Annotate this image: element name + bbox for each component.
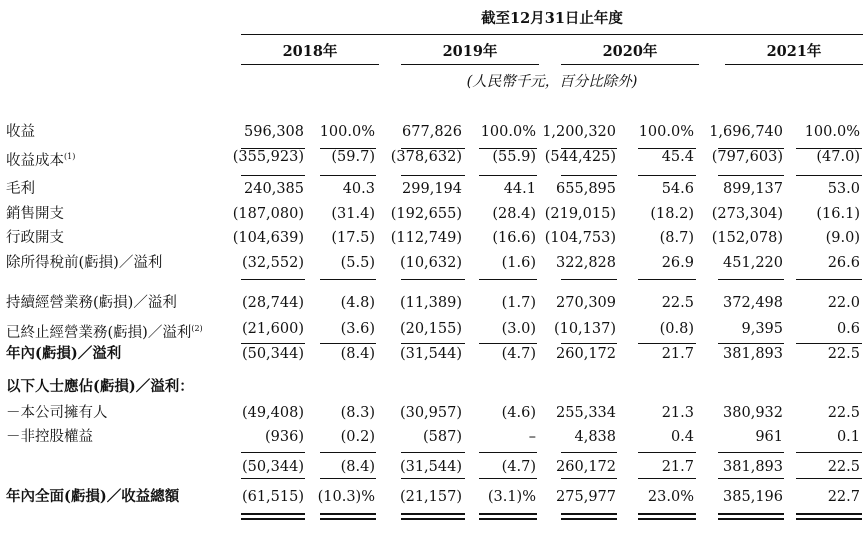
cell-2020-pct: 45.4 xyxy=(661,149,694,165)
rule-above-subtotal xyxy=(561,452,617,453)
cell-2019-pct: (3.1)% xyxy=(487,489,536,505)
cell-2018-amount: (187,080) xyxy=(232,206,304,222)
rule-below-subtotal xyxy=(796,478,862,479)
cell-2018-amount: (21,600) xyxy=(241,321,304,337)
cell-2021-amount: 899,137 xyxy=(723,181,783,197)
rule-below-subtotal xyxy=(638,478,696,479)
cell-2020-pct: (8.7) xyxy=(659,230,694,246)
rule-above-gross-profit xyxy=(320,175,376,176)
rule-above-year-result xyxy=(320,343,376,344)
rule-below-subtotal xyxy=(241,478,305,479)
rule-above-year-result xyxy=(241,343,305,344)
cell-2019-pct: (4.7) xyxy=(501,459,536,475)
cell-2021-pct: 26.6 xyxy=(827,255,860,271)
cell-2019-amount: (378,632) xyxy=(390,149,462,165)
row-label xyxy=(6,294,177,312)
cell-2021-pct: 0.6 xyxy=(836,321,860,337)
cell-2019-pct: (55.9) xyxy=(492,149,536,165)
row-label-text: 銷售開支 xyxy=(6,206,64,222)
rule-above-gross-profit xyxy=(479,175,537,176)
row-label xyxy=(6,404,108,422)
row-label-text: －非控股權益 xyxy=(6,429,93,445)
rule-below-subtotal xyxy=(401,478,465,479)
cell-2020-amount: (104,753) xyxy=(544,230,616,246)
cell-2019-pct: (1.7) xyxy=(501,295,536,311)
double-rule-bottom xyxy=(561,518,617,520)
cell-2021-amount: (797,603) xyxy=(711,149,783,165)
double-rule-top xyxy=(479,513,537,515)
double-rule-top xyxy=(401,513,465,515)
cell-2020-amount: 4,838 xyxy=(574,429,616,445)
double-rule-bottom xyxy=(638,518,696,520)
rule-above-gross-profit xyxy=(796,175,862,176)
row-label-text: 毛利 xyxy=(6,181,35,197)
row-label-text: 行政開支 xyxy=(6,230,64,246)
cell-2021-pct: 22.5 xyxy=(827,405,860,421)
cell-2020-amount: (544,425) xyxy=(544,149,616,165)
cell-2018-pct: 100.0% xyxy=(319,124,375,140)
cell-2021-amount: 380,932 xyxy=(723,405,783,421)
cell-2021-pct: (47.0) xyxy=(816,149,860,165)
footnote-marker: (2) xyxy=(191,324,203,333)
cell-2019-pct: (1.6) xyxy=(501,255,536,271)
cell-2019-pct: 44.1 xyxy=(503,181,536,197)
row-label xyxy=(6,180,35,198)
cell-2021-pct: 100.0% xyxy=(804,124,860,140)
row-label xyxy=(6,428,93,446)
cell-2019-pct: (16.6) xyxy=(492,230,536,246)
cell-2020-pct: 21.7 xyxy=(661,346,694,362)
double-rule-top xyxy=(320,513,376,515)
cell-2020-amount: 1,200,320 xyxy=(542,124,616,140)
rule-below-subtotal xyxy=(320,478,376,479)
rule-above-cost xyxy=(561,148,617,149)
double-rule-top xyxy=(561,513,617,515)
header-rule xyxy=(241,34,863,35)
cell-2018-amount: (50,344) xyxy=(241,459,304,475)
cell-2019-amount: (587) xyxy=(423,429,462,445)
cell-2018-amount: (32,552) xyxy=(241,255,304,271)
cell-2018-pct: (8.3) xyxy=(340,405,375,421)
cell-2018-pct: (17.5) xyxy=(331,230,375,246)
cell-2018-pct: (4.8) xyxy=(340,295,375,311)
cell-2021-amount: 961 xyxy=(755,429,783,445)
rule-above-cost xyxy=(241,148,305,149)
rule-above-subtotal xyxy=(796,452,862,453)
cell-2020-amount: (10,137) xyxy=(553,321,616,337)
cell-2021-pct: 0.1 xyxy=(836,429,860,445)
cell-2018-pct: (31.4) xyxy=(331,206,375,222)
cell-2021-amount: (273,304) xyxy=(711,206,783,222)
rule-above-cost xyxy=(796,148,862,149)
cell-2021-amount: 385,196 xyxy=(723,489,783,505)
row-label-text: 已終止經營業務(虧損)／溢利 xyxy=(6,324,192,341)
cell-2020-pct: 21.7 xyxy=(661,459,694,475)
cell-2019-amount: (11,389) xyxy=(399,295,462,311)
row-label-text: 以下人士應佔(虧損)／溢利： xyxy=(6,378,194,395)
row-label xyxy=(6,320,203,342)
footnote-marker: (1) xyxy=(64,152,76,161)
cell-2018-pct: (5.5) xyxy=(340,255,375,271)
cell-2018-pct: (8.4) xyxy=(340,346,375,362)
double-rule-top xyxy=(638,513,696,515)
cell-2020-amount: 260,172 xyxy=(556,459,616,475)
rule-below-pretax xyxy=(320,279,376,280)
cell-2020-amount: 655,895 xyxy=(556,181,616,197)
row-label xyxy=(6,123,35,141)
rule-above-cost xyxy=(320,148,376,149)
cell-2021-pct: 22.5 xyxy=(827,346,860,362)
cell-2019-amount: (112,749) xyxy=(390,230,462,246)
rule-above-subtotal xyxy=(479,452,537,453)
year-header-2021: 2021年 xyxy=(766,43,822,60)
cell-2018-amount: (104,639) xyxy=(232,230,304,246)
year-rule-2018 xyxy=(241,64,379,65)
cell-2020-pct: 26.9 xyxy=(661,255,694,271)
row-label-text: 除所得稅前(虧損)／溢利 xyxy=(6,255,163,271)
rule-below-subtotal xyxy=(718,478,784,479)
rule-above-cost xyxy=(718,148,784,149)
row-label-text: 持續經營業務(虧損)／溢利 xyxy=(6,295,177,311)
rule-above-year-result xyxy=(479,343,537,344)
cell-2021-amount: 451,220 xyxy=(723,255,783,271)
rule-above-subtotal xyxy=(241,452,305,453)
double-rule-top xyxy=(718,513,784,515)
cell-2019-amount: 677,826 xyxy=(402,124,462,140)
cell-2020-pct: 54.6 xyxy=(661,181,694,197)
rule-above-gross-profit xyxy=(401,175,465,176)
cell-2021-pct: 22.5 xyxy=(827,459,860,475)
cell-2018-pct: (3.6) xyxy=(340,321,375,337)
rule-above-cost xyxy=(479,148,537,149)
rule-above-subtotal xyxy=(638,452,696,453)
cell-2020-amount: 255,334 xyxy=(556,405,616,421)
cell-2020-pct: (0.8) xyxy=(659,321,694,337)
cell-2018-amount: 240,385 xyxy=(244,181,304,197)
row-label xyxy=(6,254,162,272)
cell-2021-pct: (9.0) xyxy=(825,230,860,246)
cell-2019-pct: (28.4) xyxy=(492,206,536,222)
cell-2018-pct: 40.3 xyxy=(342,181,375,197)
double-rule-bottom xyxy=(401,518,465,520)
cell-2018-amount: (936) xyxy=(265,429,304,445)
double-rule-bottom xyxy=(479,518,537,520)
rule-above-subtotal xyxy=(401,452,465,453)
rule-below-pretax xyxy=(241,279,305,280)
cell-2020-amount: 260,172 xyxy=(556,346,616,362)
year-header-2020: 2020年 xyxy=(602,43,658,60)
rule-below-pretax xyxy=(638,279,696,280)
row-label xyxy=(6,229,64,247)
cell-2018-pct: (0.2) xyxy=(340,429,375,445)
cell-2020-amount: (219,015) xyxy=(544,206,616,222)
cell-2019-pct: (4.7) xyxy=(501,346,536,362)
cell-2018-amount: (355,923) xyxy=(232,149,304,165)
cell-2021-pct: 22.0 xyxy=(827,295,860,311)
cell-2018-pct: (8.4) xyxy=(340,459,375,475)
rule-above-subtotal xyxy=(320,452,376,453)
cell-2020-pct: 21.3 xyxy=(661,405,694,421)
cell-2020-pct: 22.5 xyxy=(661,295,694,311)
rule-above-year-result xyxy=(401,343,465,344)
cell-2018-pct: (59.7) xyxy=(331,149,375,165)
rule-above-year-result xyxy=(638,343,696,344)
cell-2021-pct: 22.7 xyxy=(827,489,860,505)
cell-2019-amount: 299,194 xyxy=(402,181,462,197)
double-rule-top xyxy=(796,513,862,515)
row-label xyxy=(6,345,121,363)
cell-2019-amount: (30,957) xyxy=(399,405,462,421)
cell-2018-pct: (10.3)% xyxy=(317,489,375,505)
rule-below-subtotal xyxy=(479,478,537,479)
unit-note: (人民幣千元，百分比除外) xyxy=(466,74,638,90)
cell-2021-amount: 1,696,740 xyxy=(709,124,783,140)
cell-2021-pct: 53.0 xyxy=(827,181,860,197)
cell-2019-amount: (192,655) xyxy=(390,206,462,222)
period-title: 截至12月31日止年度 xyxy=(481,10,623,27)
rule-above-year-result xyxy=(561,343,617,344)
year-rule-2021 xyxy=(725,64,863,65)
rule-above-gross-profit xyxy=(241,175,305,176)
double-rule-top xyxy=(241,513,305,515)
rule-below-pretax xyxy=(561,279,617,280)
year-header-2019: 2019年 xyxy=(442,43,498,60)
cell-2019-pct: (3.0) xyxy=(501,321,536,337)
rule-below-subtotal xyxy=(561,478,617,479)
year-header-2018: 2018年 xyxy=(282,43,338,60)
cell-2019-amount: (21,157) xyxy=(399,489,462,505)
cell-2021-amount: 381,893 xyxy=(723,459,783,475)
cell-2019-pct: (4.6) xyxy=(501,405,536,421)
cell-2019-amount: (31,544) xyxy=(399,459,462,475)
rule-above-cost xyxy=(401,148,465,149)
row-label xyxy=(6,205,64,223)
cell-2020-pct: (18.2) xyxy=(650,206,694,222)
cell-2021-amount: 381,893 xyxy=(723,346,783,362)
rule-above-year-result xyxy=(796,343,862,344)
cell-2018-amount: 596,308 xyxy=(244,124,304,140)
rule-above-year-result xyxy=(718,343,784,344)
cell-2020-pct: 0.4 xyxy=(670,429,694,445)
rule-below-pretax xyxy=(718,279,784,280)
cell-2018-amount: (61,515) xyxy=(241,489,304,505)
row-label-text: 年內全面(虧損)／收益總額 xyxy=(6,488,180,505)
cell-2021-amount: 372,498 xyxy=(723,295,783,311)
cell-2020-amount: 270,309 xyxy=(556,295,616,311)
year-rule-2020 xyxy=(561,64,699,65)
cell-2019-amount: (20,155) xyxy=(399,321,462,337)
cell-2019-amount: (10,632) xyxy=(399,255,462,271)
cell-2021-amount: (152,078) xyxy=(711,230,783,246)
rule-below-pretax xyxy=(796,279,862,280)
cell-2021-pct: (16.1) xyxy=(816,206,860,222)
double-rule-bottom xyxy=(796,518,862,520)
rule-above-subtotal xyxy=(718,452,784,453)
double-rule-bottom xyxy=(718,518,784,520)
row-label xyxy=(6,378,194,396)
rule-below-pretax xyxy=(479,279,537,280)
row-label-text: 收益 xyxy=(6,124,35,140)
cell-2018-amount: (28,744) xyxy=(241,295,304,311)
cell-2020-pct: 100.0% xyxy=(638,124,694,140)
row-label-text: 收益成本 xyxy=(6,152,64,169)
cell-2021-amount: 9,395 xyxy=(741,321,783,337)
cell-2020-pct: 23.0% xyxy=(647,489,694,505)
rule-above-gross-profit xyxy=(718,175,784,176)
cell-2018-amount: (50,344) xyxy=(241,346,304,362)
row-label xyxy=(6,148,75,170)
double-rule-bottom xyxy=(320,518,376,520)
rule-above-gross-profit xyxy=(638,175,696,176)
rule-above-cost xyxy=(638,148,696,149)
cell-2019-pct: 100.0% xyxy=(480,124,536,140)
cell-2020-amount: 275,977 xyxy=(556,489,616,505)
row-label-text: 年內(虧損)／溢利 xyxy=(6,345,122,362)
row-label xyxy=(6,488,179,506)
year-rule-2019 xyxy=(401,64,539,65)
rule-above-gross-profit xyxy=(561,175,617,176)
cell-2018-amount: (49,408) xyxy=(241,405,304,421)
cell-2019-amount: (31,544) xyxy=(399,346,462,362)
rule-below-pretax xyxy=(401,279,465,280)
row-label-text: －本公司擁有人 xyxy=(6,405,108,421)
cell-2019-pct: – xyxy=(528,429,536,445)
cell-2020-amount: 322,828 xyxy=(556,255,616,271)
double-rule-bottom xyxy=(241,518,305,520)
